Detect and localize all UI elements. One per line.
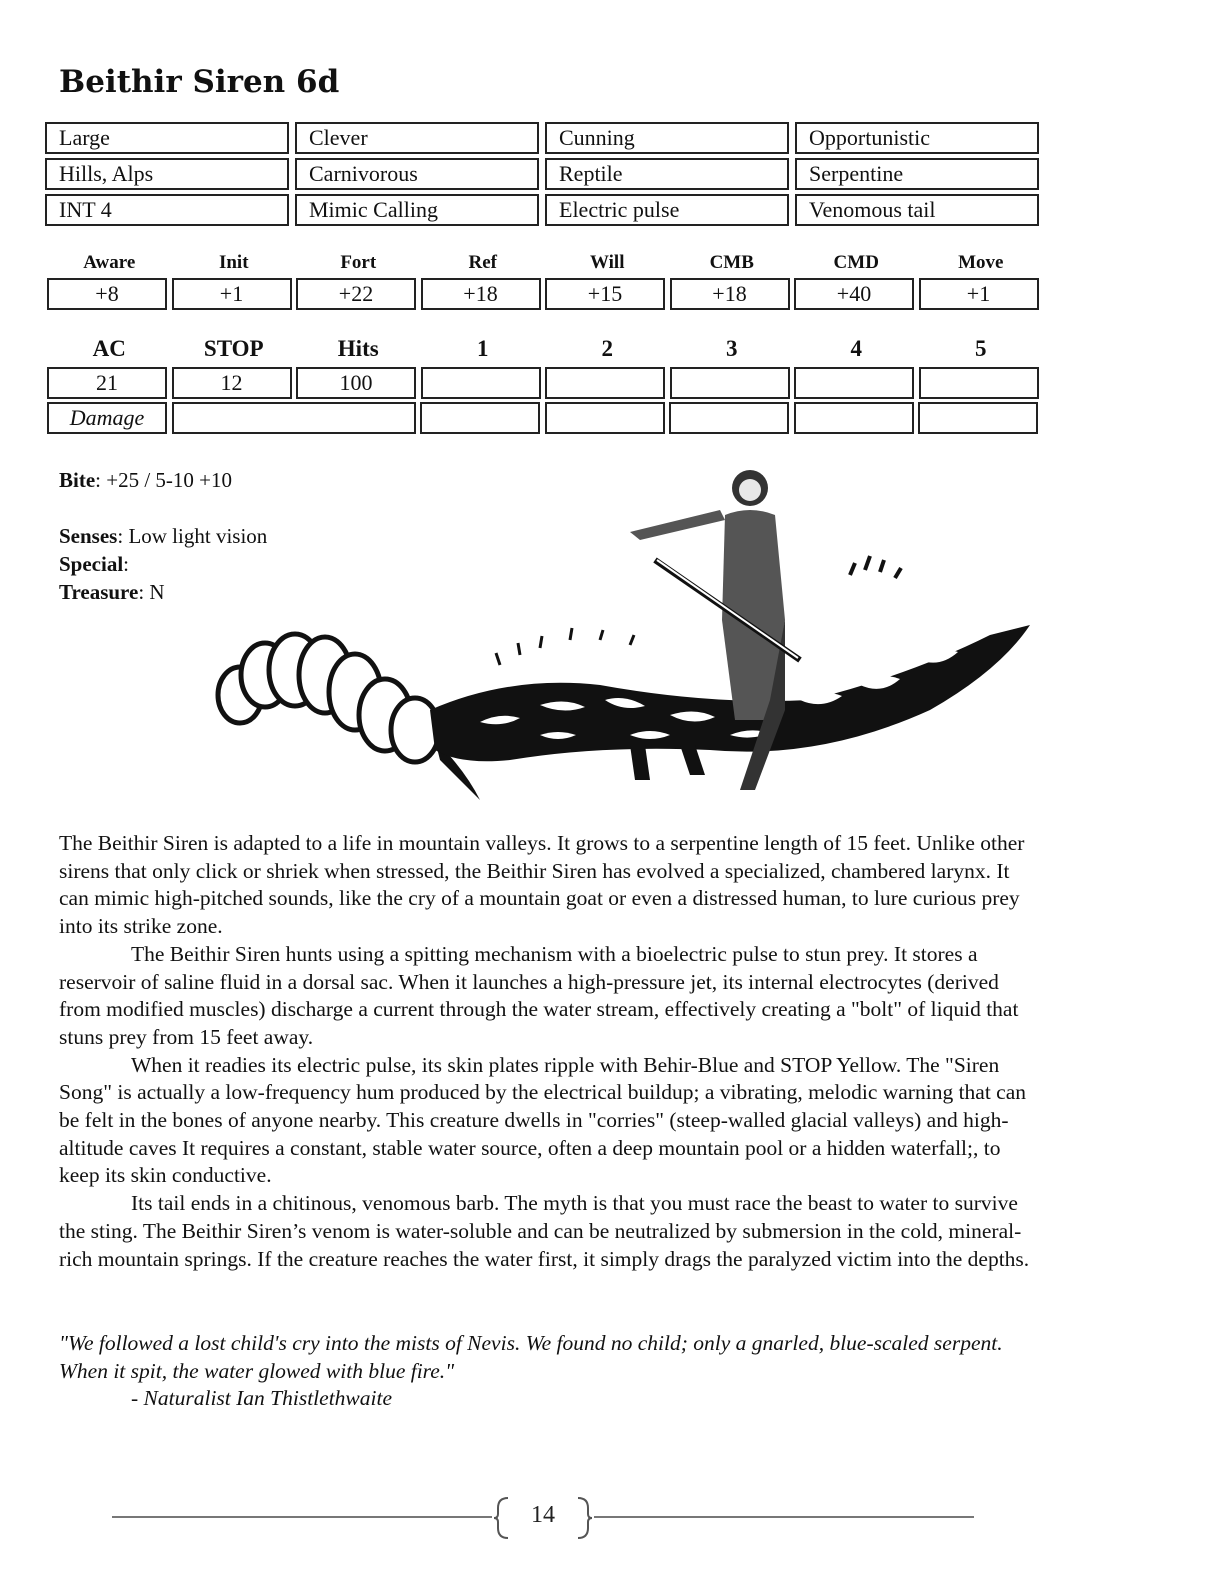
armor-class-value: 21 [47, 367, 167, 399]
damage-label: Damage [47, 402, 167, 434]
saves-header: CMD [833, 252, 879, 273]
trait-int-score: INT 4 [45, 194, 289, 226]
damage-box[interactable] [918, 402, 1038, 434]
saves-value: +22 [296, 278, 416, 310]
hits-value: 100 [296, 367, 416, 399]
quote-text: "We followed a lost child's cry into the mists of Nevis. We found no child; only a gnarled, blue-scaled serpent. When it spit, the water glowed with blue fire." [59, 1331, 1003, 1383]
hit-track-box[interactable] [794, 367, 914, 399]
saves-header: Init [218, 252, 249, 273]
saves-value: +18 [421, 278, 541, 310]
damage-box[interactable] [545, 402, 665, 434]
saves-value-row [47, 278, 1043, 310]
description-paragraph: When it readies its electric pulse, its skin plates ripple with Behir-Blue and STOP Yellow. The "Siren Song" is actually a low-frequency hum produced by the electrical buildup; a vibrating, melodic warning that can be felt in the bones of anyone nearby. This creature dwells in "corries" (steep-walled glacial valleys) and high-altitude caves It requires a constant, stable water source, often a deep mountain pool or a hidden waterfall;, to keep its skin conductive. [59, 1052, 1027, 1188]
bite-line [59, 466, 232, 494]
trait-row [45, 122, 1042, 158]
bite-value: : +25 / 5-10 +10 [95, 468, 233, 492]
combat-value-row [47, 367, 1043, 399]
special-value: : [123, 552, 130, 576]
flavor-quote [59, 1330, 1039, 1413]
trait-grid [45, 122, 1042, 230]
saves-header: CMB [709, 252, 754, 273]
combat-header: 4 [850, 336, 862, 361]
saves-header-row [47, 252, 1043, 274]
damage-box[interactable] [794, 402, 914, 434]
combat-header: 2 [601, 336, 613, 361]
bite-label: Bite [59, 468, 96, 492]
knight-and-serpent-illustration [210, 460, 1040, 810]
saves-header: Aware [83, 252, 136, 273]
combat-header: 5 [975, 336, 987, 361]
trait-terrain: Hills, Alps [45, 158, 289, 190]
saves-value: +8 [47, 278, 167, 310]
trait-diet: Carnivorous [295, 158, 539, 190]
trait-row [45, 158, 1042, 194]
treasure-line [59, 578, 165, 606]
page-title: Beithir Siren 6d [59, 64, 340, 100]
damage-box[interactable] [172, 402, 416, 434]
right-brace-icon [574, 1494, 594, 1542]
saves-header: Ref [468, 252, 497, 273]
special-label: Special [59, 552, 124, 576]
saves-value: +18 [670, 278, 790, 310]
senses-value: : Low light vision [117, 524, 268, 548]
trait-ability-2: Electric pulse [545, 194, 789, 226]
treasure-label: Treasure [59, 580, 139, 604]
saves-value: +1 [919, 278, 1039, 310]
trait-tactics: Opportunistic [795, 122, 1039, 154]
page-number: 14 [531, 1502, 555, 1528]
saves-header: Will [590, 252, 625, 273]
saves-header: Move [958, 252, 1004, 273]
trait-ability-3: Venomous tail [795, 194, 1039, 226]
description-paragraph: The Beithir Siren is adapted to a life in mountain valleys. It grows to a serpentine length of 15 feet. Unlike other sirens that only click or shriek when stressed, the Beithir Siren has evolved a specialized, chambered larynx. It can mimic high-pitched sounds, like the cry of a mountain goat or even a distressed human, to lure curious prey into its strike zone. [59, 831, 1025, 939]
description [59, 830, 1039, 1273]
combat-header: Hits [337, 336, 379, 361]
saves-header: Fort [340, 252, 377, 273]
hit-track-box[interactable] [670, 367, 790, 399]
footer-rule-right [594, 1516, 974, 1518]
combat-header: AC [92, 336, 126, 361]
description-paragraph: Its tail ends in a chitinous, venomous barb. The myth is that you must race the beast to water to survive the sting. The Beithir Siren’s venom is water-soluble and can be neutralized by submersion in the cold, mineral-rich mountain springs. If the creature reaches the water first, it simply drags the paralyzed victim into the depths. [59, 1191, 1030, 1271]
treasure-value: : N [138, 580, 165, 604]
damage-box[interactable] [420, 402, 540, 434]
damage-row [47, 402, 1043, 434]
trait-row [45, 194, 1042, 230]
description-paragraph: The Beithir Siren hunts using a spitting mechanism with a bioelectric pulse to stun prey. It stores a reservoir of saline fluid in a dorsal sac. When it launches a high-pressure jet, its internal electrocytes (derived from modified muscles) discharge a current through the water stream, effectively creating a "bolt" of liquid that stuns prey from 15 feet away. [59, 941, 1019, 1049]
saves-value: +1 [172, 278, 292, 310]
combat-header: 1 [477, 336, 489, 361]
trait-type: Reptile [545, 158, 789, 190]
combat-header: STOP [203, 336, 264, 361]
combat-header-row [47, 336, 1043, 362]
hit-track-box[interactable] [421, 367, 541, 399]
damage-box[interactable] [669, 402, 789, 434]
special-line [59, 550, 129, 578]
senses-label: Senses [59, 524, 118, 548]
stop-value: 12 [172, 367, 292, 399]
trait-size: Large [45, 122, 289, 154]
trait-intelligence: Clever [295, 122, 539, 154]
saves-value: +15 [545, 278, 665, 310]
hit-track-box[interactable] [919, 367, 1039, 399]
saves-value: +40 [794, 278, 914, 310]
trait-ability-1: Mimic Calling [295, 194, 539, 226]
combat-header: 3 [726, 336, 738, 361]
trait-form: Serpentine [795, 158, 1039, 190]
quote-attribution: - Naturalist Ian Thistlethwaite [131, 1386, 393, 1411]
page-footer [112, 1494, 974, 1542]
trait-behavior: Cunning [545, 122, 789, 154]
hit-track-box[interactable] [545, 367, 665, 399]
